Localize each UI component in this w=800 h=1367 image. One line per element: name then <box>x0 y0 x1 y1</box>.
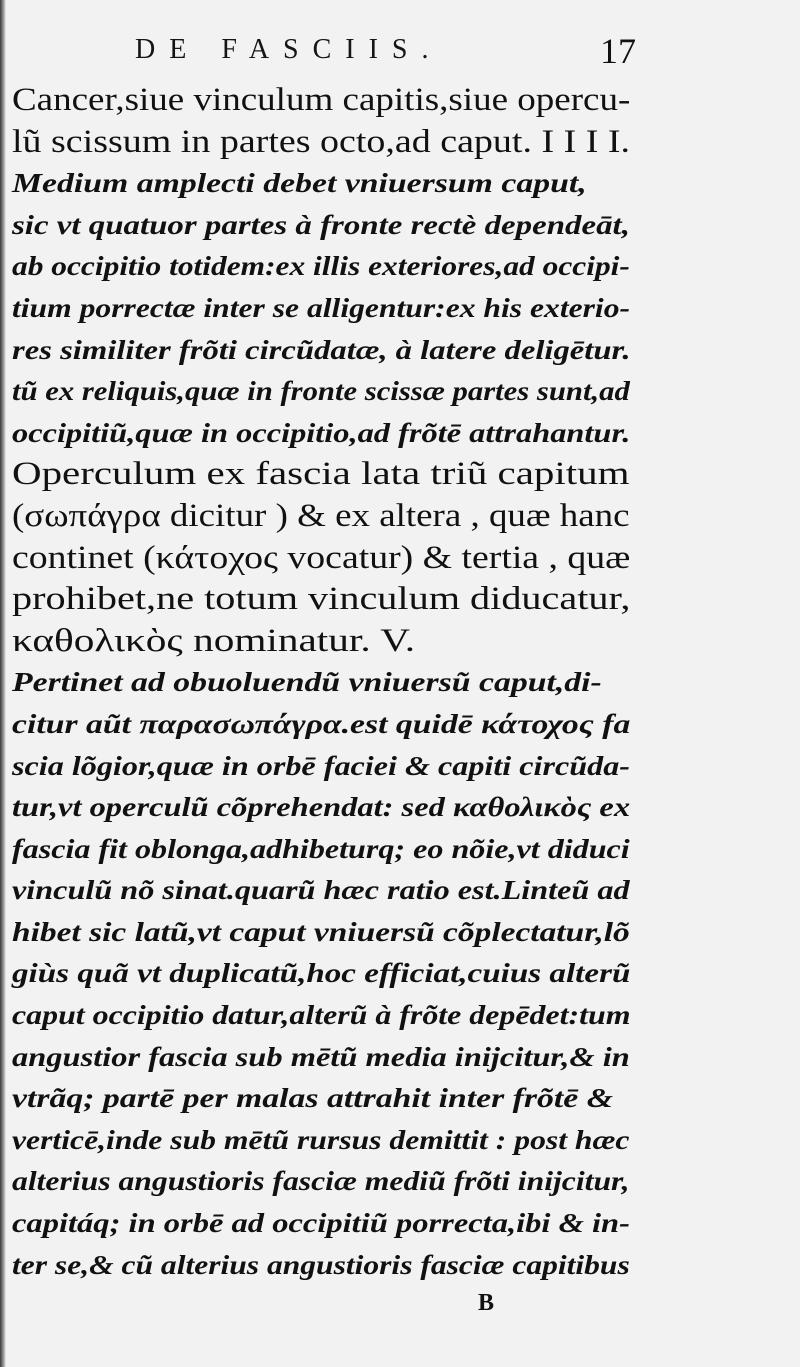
text-line: sic vt quatuor partes à fronte rectè dependeāt, <box>12 209 630 240</box>
text-line: vinculũ nõ sinat.quarũ hæc ratio est.Linteũ ad <box>12 875 630 906</box>
text-line: vtrãq; partē per malas attrahit inter frõtē & <box>12 1083 613 1114</box>
text-line: continet (κάτοχος vocatur) & tertia , quæ <box>12 539 631 576</box>
signature-mark: B <box>478 1290 495 1316</box>
text-line: citur aũt παρασωπάγρα.est quidē κάτοχος fa <box>12 708 631 739</box>
running-title: DE FASCIIS. <box>135 34 443 65</box>
text-line: scia lõgior,quæ in orbē faciei & capiti circũda- <box>12 750 631 781</box>
text-line: fascia fit oblonga,adhibeturq; eo nõie,vt diduci <box>12 833 630 864</box>
text-line: verticē,inde sub mētũ rursus demittit : post hæc <box>12 1124 630 1155</box>
text-line: lũ scissum in partes octo,ad caput. I I I I. <box>12 123 631 160</box>
text-line: Medium amplecti debet vniuersum caput, <box>12 168 587 199</box>
text-line: occipitiũ,quæ in occipitio,ad frõtē attrahantur. <box>12 417 631 448</box>
page-number: 17 <box>600 31 636 71</box>
text-line: caput occipitio datur,alterũ à frõte depēdet:tum <box>12 1000 631 1031</box>
text-line: angustior fascia sub mētũ media inijcitur,& in <box>12 1041 630 1072</box>
page-header <box>0 30 800 80</box>
text-line: tur,vt operculũ cõprehendat: sed καθολικὸς ex <box>12 792 631 823</box>
text-line: Operculum ex fascia lata triũ capitum <box>12 456 630 493</box>
text-line: capitáq; in orbē ad occipitiũ porrecta,ibi & in- <box>12 1208 630 1239</box>
text-line: hibet sic latũ,vt caput vniuersũ cõplectatur,lõ <box>12 916 630 947</box>
text-line: Pertinet ad obuoluendũ vniuersũ caput,di- <box>12 667 602 698</box>
text-line: giùs quã vt duplicatũ,hoc efficiat,cuius alterũ <box>12 958 631 989</box>
text-line: res similiter frõti circũdatæ, à latere deligētur. <box>12 334 631 365</box>
text-line: ab occipitio totidem:ex illis exteriores,ad occipi- <box>12 251 630 282</box>
text-line: ter se,& cũ alterius angustioris fasciæ capitibus <box>12 1249 630 1280</box>
text-line: Cancer,siue vinculum capitis,siue opercu- <box>12 82 631 118</box>
text-line: καθολικὸς nominatur. V. <box>12 622 416 659</box>
text-line: alterius angustioris fasciæ mediũ frõti inijcitur, <box>12 1166 630 1197</box>
text-line: tũ ex reliquis,quæ in fronte scissæ partes sunt,ad <box>12 376 630 407</box>
text-line: (σωπάγρα dicitur ) & ex altera , quæ hanc <box>12 497 630 534</box>
text-line: prohibet,ne totum vinculum diducatur, <box>12 581 631 618</box>
text-line: tium porrectæ inter se alligentur:ex his exterio- <box>12 292 631 323</box>
text-block <box>12 80 630 1286</box>
binding-shadow <box>0 0 6 1367</box>
